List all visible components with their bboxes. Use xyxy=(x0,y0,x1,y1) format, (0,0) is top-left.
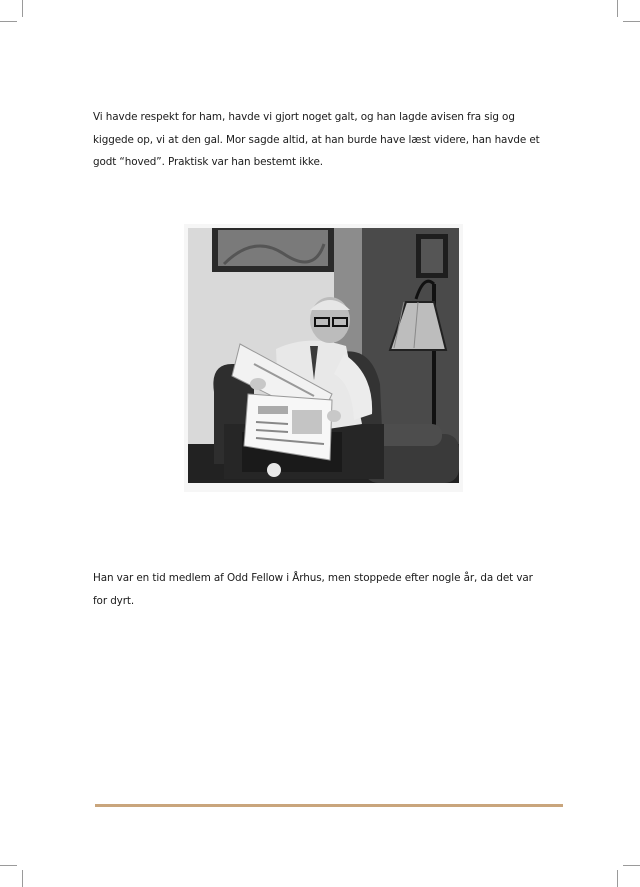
crop-mark-bottom-left xyxy=(22,870,23,887)
crop-mark-top-left xyxy=(0,21,17,22)
crop-mark-top-left xyxy=(22,0,23,17)
crop-mark-bottom-right xyxy=(623,865,640,866)
crop-mark-bottom-left xyxy=(0,865,17,866)
crop-mark-top-right xyxy=(617,0,618,17)
photo-image xyxy=(184,224,463,492)
crop-mark-bottom-right xyxy=(617,870,618,887)
crop-mark-top-right xyxy=(623,21,640,22)
photo-man-reading-newspaper xyxy=(184,224,463,492)
paragraph-outro: Han var en tid medlem af Odd Fellow i Århus, men stoppede efter nogle år, da det var for dyrt. xyxy=(93,572,533,607)
paragraph-intro: Vi havde respekt for ham, havde vi gjort noget galt, og han lagde avisen fra sig og kiggede op, vi at den gal. Mor sagde altid, at han burde have læst videre, han havde et godt “hoved”. Praktisk var han bestemt ikke. xyxy=(93,111,540,168)
footer-rule xyxy=(95,804,563,807)
